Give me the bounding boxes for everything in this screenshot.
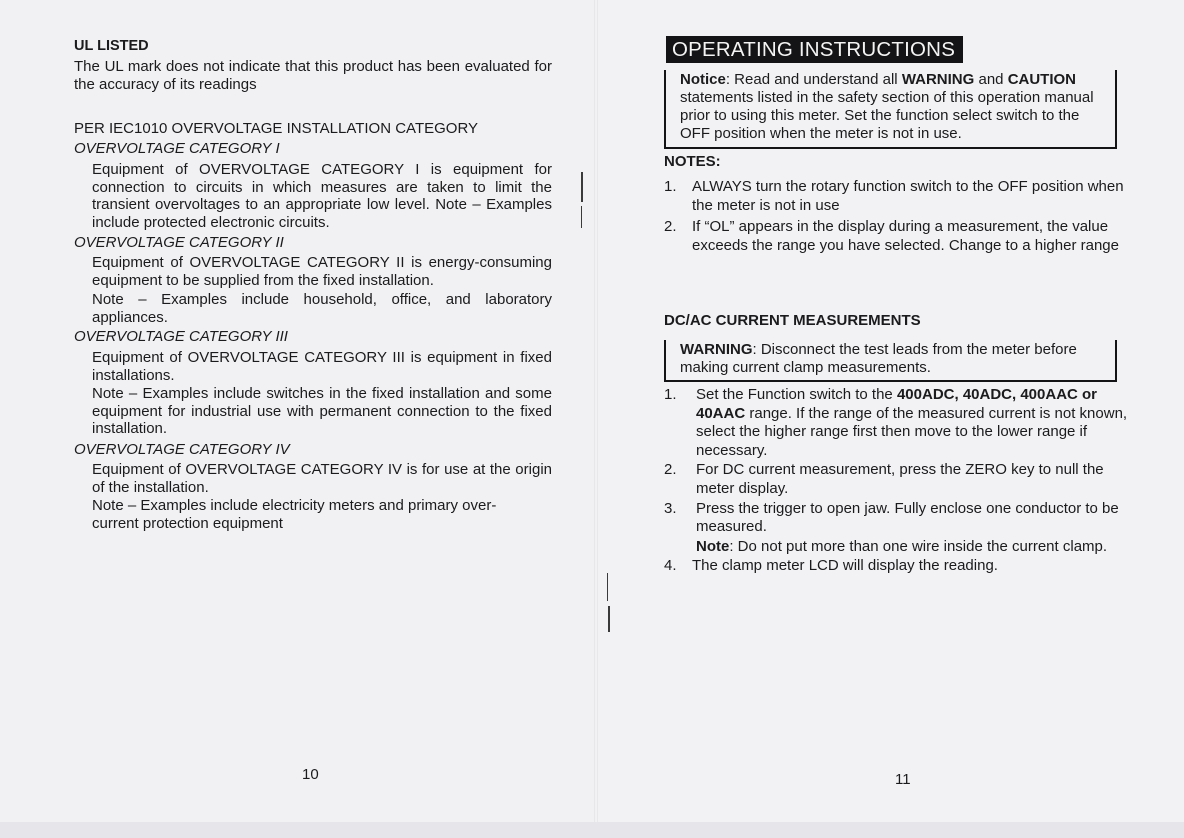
step-3-note-text: : Do not put more than one wire inside the current clamp. (729, 537, 1108, 555)
notice-caution-word: CAUTION (1007, 71, 1077, 88)
step-text: Press the trigger to open jaw. Fully enclose one conductor to be measured. (696, 499, 1119, 536)
page-number-right: 11 (895, 771, 911, 788)
ul-listed-heading: UL LISTED (74, 38, 149, 54)
note-text: ALWAYS turn the rotary function switch to the OFF position when the meter is not in use (692, 178, 1124, 214)
category-2-note: Note – Examples include household, office, and laboratory appliances. (92, 291, 552, 326)
iec-section-title: PER IEC1010 OVERVOLTAGE INSTALLATION CATEGORY (74, 120, 479, 137)
notes-heading: NOTES: (664, 153, 721, 170)
step-text: Set the Function switch to the (696, 386, 897, 403)
category-2-title: OVERVOLTAGE CATEGORY II (74, 234, 284, 251)
category-1-text: Equipment of OVERVOLTAGE CATEGORY I is equipment for connection to circuits in which measures are taken to limit the transient overvoltages to an appropriate low level. Note – Examples include protected electronic circuits. (92, 161, 552, 231)
warning-box (664, 340, 1117, 382)
warning-label: WARNING (680, 341, 753, 358)
category-4-text: Equipment of OVERVOLTAGE CATEGORY IV is for use at the origin of the installation. (92, 461, 552, 496)
bottom-shadow (0, 822, 1184, 838)
category-3-text: Equipment of OVERVOLTAGE CATEGORY III is equipment in fixed installations. (92, 349, 552, 384)
notice-text-1: : Read and understand all (725, 71, 902, 88)
category-2-text: Equipment of OVERVOLTAGE CATEGORY II is energy-consuming equipment to be supplied from the fixed installation. (92, 254, 552, 289)
step-item (664, 386, 1138, 460)
step-text: The clamp meter LCD will display the reading. (692, 557, 998, 575)
note-number: 2. (664, 218, 677, 236)
step-text-post: range. If the range of the measured current is not known, select the higher range first then move to the lower range if necessary. (696, 404, 1128, 459)
step-item (664, 461, 1138, 498)
note-item (664, 218, 1134, 255)
step-number: 1. (664, 386, 677, 403)
category-1-title: OVERVOLTAGE CATEGORY I (74, 140, 280, 157)
step-item (664, 557, 1138, 576)
notice-text-2: and (974, 71, 1008, 88)
category-3-note: Note – Examples include switches in the fixed installation and some equipment for industrial use with permanent connection to the fixed installation. (92, 385, 552, 438)
step-range-values: 400ADC, 40ADC, 400AAC or 40AAC (696, 386, 1098, 422)
step-3-note (696, 538, 1138, 557)
ul-listed-body: The UL mark does not indicate that this product has been evaluated for the accuracy of its readings (74, 58, 552, 93)
note-text: If “OL” appears in the display during a measurement, the value exceeds the range you have selected. Change to a higher range (692, 218, 1119, 254)
page-fold (594, 0, 598, 838)
warning-text: : Disconnect the test leads from the meter before making current clamp measurements. (680, 341, 1077, 376)
notice-box (664, 70, 1117, 149)
step-number: 2. (664, 461, 677, 479)
category-4-title: OVERVOLTAGE CATEGORY IV (74, 441, 290, 458)
binding-mark (607, 573, 608, 601)
note-number: 1. (664, 178, 677, 195)
step-item (664, 500, 1138, 557)
binding-mark (581, 172, 583, 202)
steps-list (664, 386, 1138, 576)
binding-mark (608, 606, 610, 632)
notice-label: Notice (680, 71, 726, 88)
step-number: 4. (664, 557, 677, 575)
notice-warning-word: WARNING (901, 71, 975, 88)
category-3-title: OVERVOLTAGE CATEGORY III (74, 328, 288, 345)
notes-list (664, 178, 1134, 255)
dcac-heading: DC/AC CURRENT MEASUREMENTS (664, 312, 921, 329)
binding-mark (581, 206, 582, 228)
category-4-note: Note – Examples include electricity meters and primary over-current protection equipment (92, 497, 497, 532)
step-3-note-label: Note (696, 537, 730, 555)
operating-instructions-banner: OPERATING INSTRUCTIONS (666, 36, 963, 63)
note-item (664, 178, 1134, 215)
notice-text-3: statements listed in the safety section of this operation manual prior to using this meter. Set the function select switch to the OFF position when the meter is not in use. (680, 89, 1094, 142)
step-number: 3. (664, 499, 677, 517)
step-text: For DC current measurement, press the ZERO key to null the meter display. (696, 461, 1104, 497)
page-number-left: 10 (302, 766, 319, 783)
